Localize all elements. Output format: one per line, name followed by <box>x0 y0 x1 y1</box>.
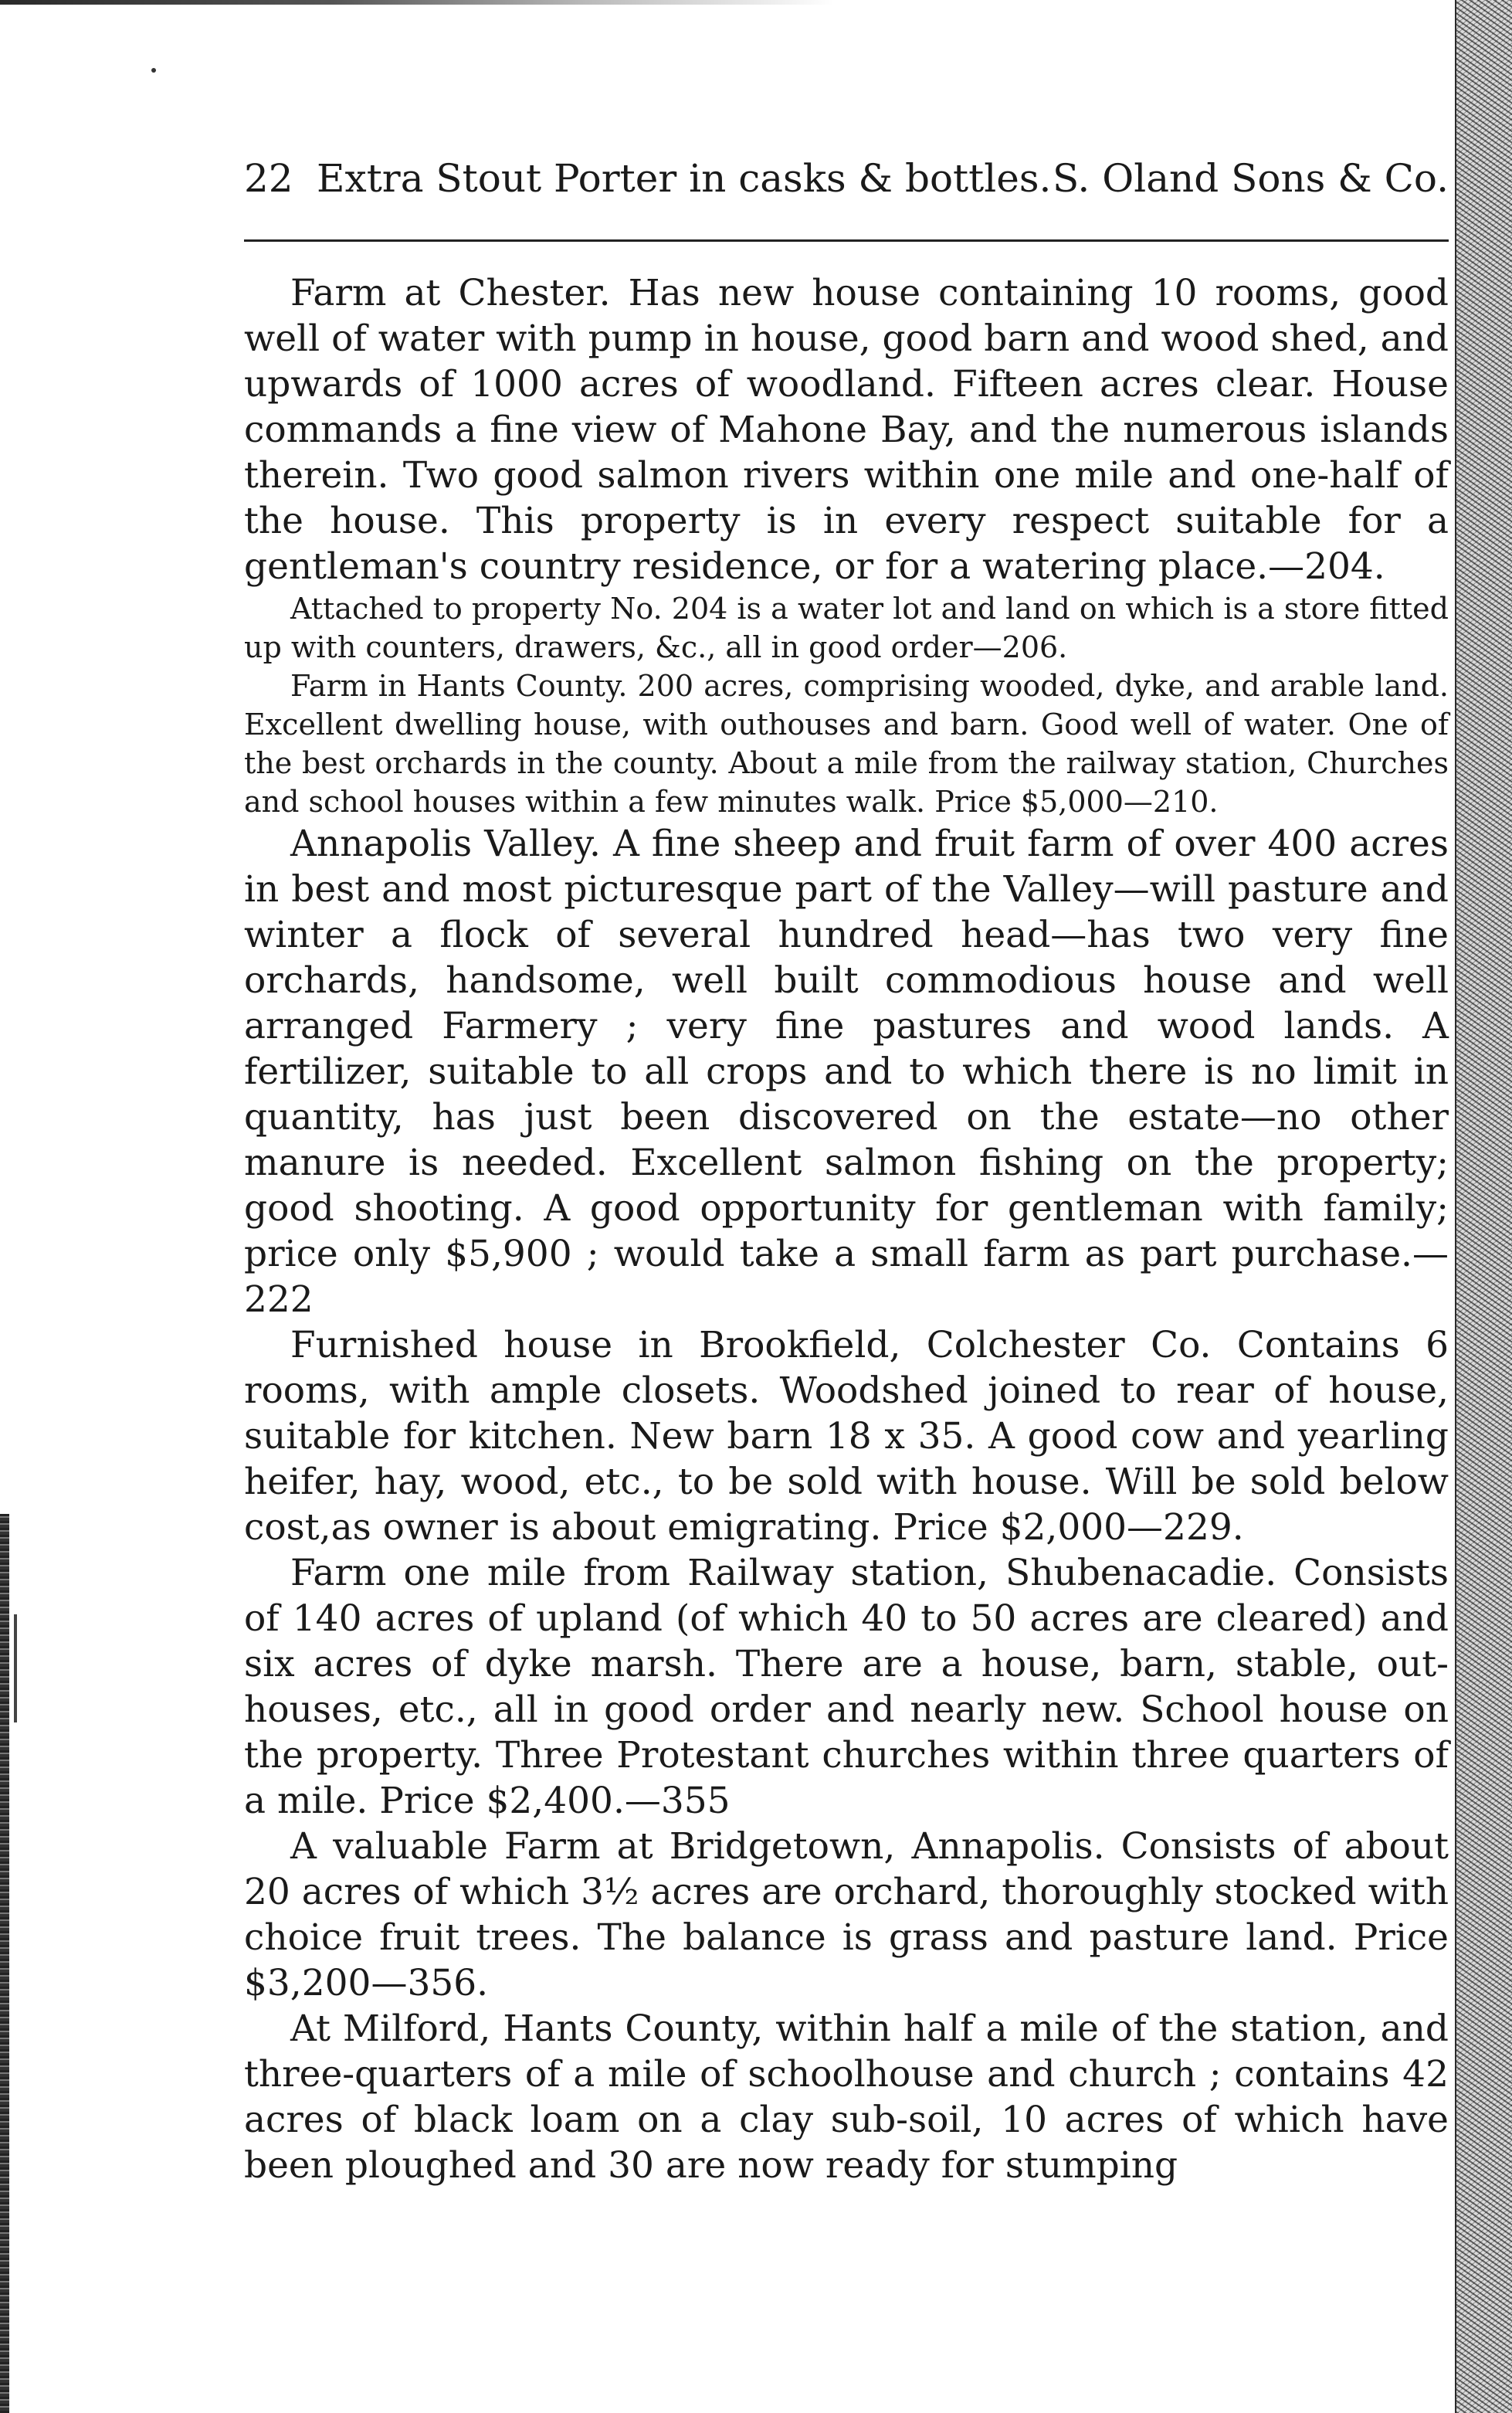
listing-paragraph: Farm one mile from Railway station, Shubenacadie. Consists of 140 acres of upland (of which 40 to 50 acres are cleared) and six acres of dyke marsh. There are a house, barn, stable, out-houses, etc., all in good order and nearly new. School house on the property. Three Protestant churches within three quarters of a mile. Price $2,400.—355 <box>244 1552 1449 1822</box>
listing-paragraph: Annapolis Valley. A fine sheep and fruit farm of over 400 acres in best and most picturesque part of the Valley—will pasture and winter a flock of several hundred head—has two very fine orchards, handsome, well built commodious house and well arranged Farmery ; very fine pastures and wood lands. A fertilizer, suitable to all crops and to which there is no limit in quantity, has just been discovered on the estate—no other manure is needed. Excellent salmon fishing on the property; good shooting. A good opportunity for gentleman with family; price only $5,900 ; would take a small farm as part purchase.—222 <box>244 823 1449 1321</box>
header-rule <box>244 239 1449 242</box>
listing-paragraph: Farm at Chester. Has new house containing 10 rooms, good well of water with pump in house, good barn and wood shed, and upwards of 1000 acres of woodland. Fifteen acres clear. House commands a fine view of Mahone Bay, and the numerous islands therein. Two good salmon rivers within one mile and one-half of the house. This property is in every respect suitable for a gentleman's country residence, or for a watering place.—204. <box>244 272 1449 588</box>
listing-paragraph: Farm in Hants County. 200 acres, comprising wooded, dyke, and arable land. Excellent dwelling house, with outhouses and barn. Good well of water. One of the best orchards in the county. About a mile from the railway station, Churches and school houses within a few minutes walk. Price $5,000—210. <box>244 669 1449 819</box>
scan-top-smudge <box>0 0 834 5</box>
scan-speck <box>151 68 156 73</box>
scan-left-tick <box>14 1614 17 1722</box>
page-binding-edge <box>1456 0 1512 2413</box>
running-title: Extra Stout Porter in casks & bottles. <box>317 156 1052 201</box>
listing-paragraph: At Milford, Hants County, within half a mile of the station, and three-quarters of a mile of schoolhouse and church ; contains 42 acres of black loam on a clay sub-soil, 10 acres of which have been ploughed and 30 are now ready for stumping <box>244 2007 1449 2187</box>
listing-paragraph: Attached to property No. 204 is a water lot and land on which is a store fitted up with counters, drawers, &c., all in good order—206. <box>244 592 1449 664</box>
page-number: 22 <box>244 156 293 201</box>
page-header <box>244 151 1449 205</box>
scan-left-edge <box>0 1514 9 2413</box>
listing-paragraph: A valuable Farm at Bridgetown, Annapolis. Consists of about 20 acres of which 3½ acres are orchard, thoroughly stocked with choice fruit trees. The balance is grass and pasture land. Price $3,200—356. <box>244 1825 1449 2004</box>
listing-paragraph: Furnished house in Brookfield, Colchester Co. Contains 6 rooms, with ample closets. Woodshed joined to rear of house, suitable for kitchen. New barn 18 x 35. A good cow and yearling heifer, hay, wood, etc., to be sold with house. Will be sold below cost,as owner is about emigrating. Price $2,000—229. <box>244 1324 1449 1549</box>
publisher-name: S. Oland Sons & Co. <box>1052 156 1449 201</box>
listings-body <box>244 270 1449 2188</box>
